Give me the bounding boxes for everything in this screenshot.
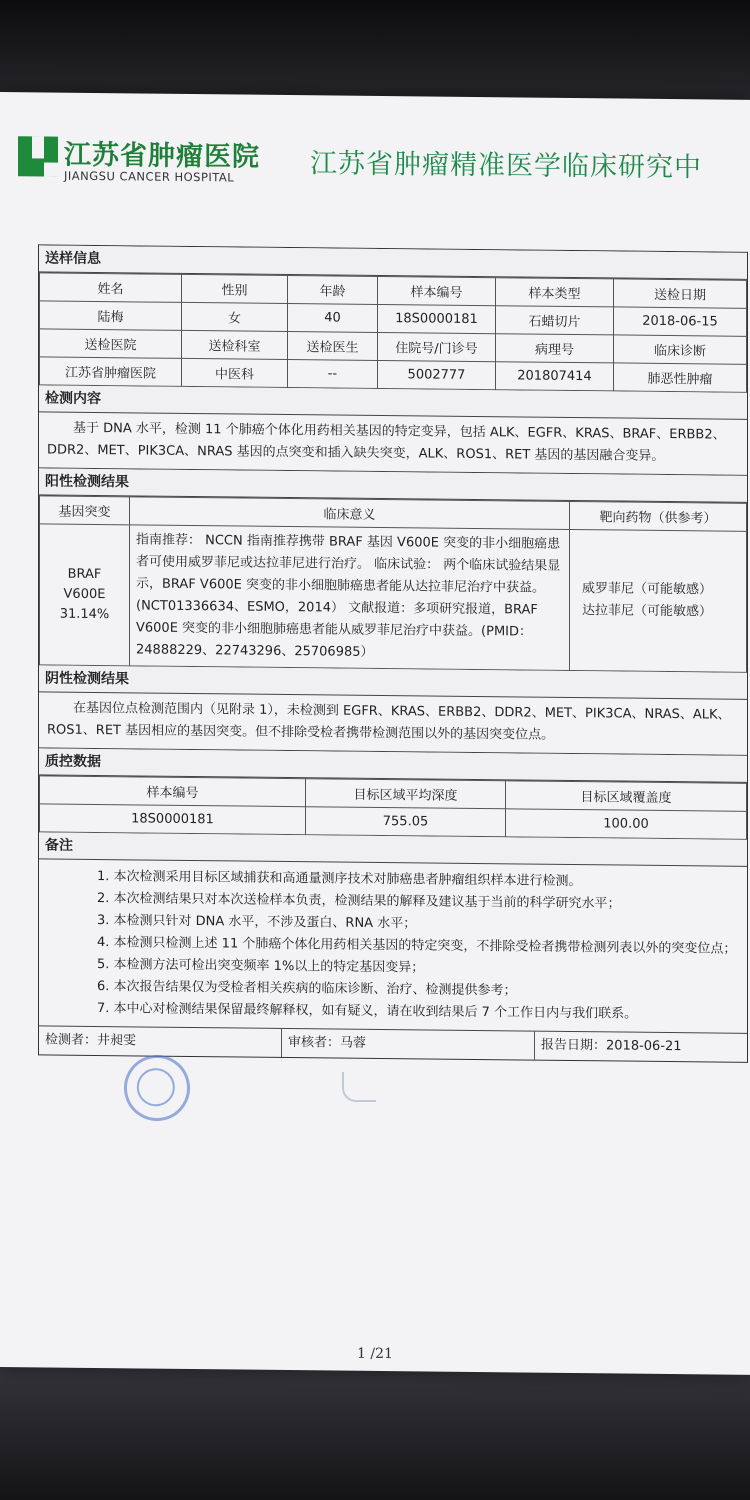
table-cell: 年龄 bbox=[288, 276, 378, 305]
table-cell: 样本类型 bbox=[496, 278, 614, 307]
table-cell: 住院号/门诊号 bbox=[378, 332, 496, 361]
table-cell: 40 bbox=[288, 304, 378, 333]
table-cell: 755.05 bbox=[306, 807, 506, 837]
table-cell: 姓名 bbox=[40, 273, 182, 302]
handwritten-signature bbox=[342, 1072, 376, 1102]
table-cell: 2018-06-15 bbox=[614, 307, 747, 336]
table-cell: 基因突变 bbox=[40, 496, 130, 525]
positive-result-row bbox=[40, 524, 747, 672]
table-cell: 5002777 bbox=[378, 360, 496, 389]
section-title-test-content: 检测内容 bbox=[39, 385, 747, 419]
table-cell: 靶向药物（供参考） bbox=[570, 501, 747, 531]
table-cell: 目标区域平均深度 bbox=[306, 779, 506, 809]
table-cell: 中医科 bbox=[182, 358, 288, 387]
report-paper bbox=[0, 92, 750, 1375]
table-cell: 100.00 bbox=[506, 809, 747, 840]
positive-result-table bbox=[39, 495, 747, 672]
page-number: 1 /21 bbox=[357, 1345, 393, 1363]
test-content-body: 基于 DNA 水平，检测 11 个肺癌个体化用药相关基因的特定变异，包括 ALK、EGFR、KRAS、BRAF、ERBB2、DDR2、MET、PIK3CA、NRAS 基因的点突变和插入缺失突变，ALK、ROS1、RET 基因的基因融合变异。 bbox=[47, 420, 726, 464]
section-title-notes: 备注 bbox=[39, 832, 747, 866]
target-drug: 达拉菲尼（可能敏感） bbox=[582, 603, 713, 620]
table-cell: 送检医生 bbox=[288, 332, 378, 361]
gene-frequency: 31.14% bbox=[59, 606, 110, 623]
target-drug-cell bbox=[570, 529, 747, 672]
hospital-name-cn: 江苏省肿瘤医院 bbox=[64, 139, 260, 173]
table-cell: 送检科室 bbox=[182, 330, 288, 359]
table-cell: 陆梅 bbox=[40, 301, 182, 330]
section-title-qc: 质控数据 bbox=[39, 748, 747, 782]
report-date-field: 报告日期：2018-06-21 bbox=[541, 1037, 682, 1055]
table-cell: 样本编号 bbox=[40, 776, 306, 807]
test-content-text bbox=[39, 412, 747, 475]
target-drug: 威罗菲尼（可能敏感） bbox=[582, 581, 713, 598]
table-cell: 目标区域覆盖度 bbox=[506, 781, 747, 812]
table-cell: 样本编号 bbox=[378, 276, 496, 305]
table-cell: 临床诊断 bbox=[614, 335, 747, 364]
gene-variant: V600E bbox=[63, 586, 106, 603]
note-item: 7. 本中心对检测结果保留最终解释权，如有疑义，请在收到结果后 7 个工作日内与我们联系。 bbox=[97, 1001, 638, 1022]
gene-name: BRAF bbox=[67, 566, 102, 583]
sample-info-table bbox=[39, 272, 747, 392]
table-cell: 石蜡切片 bbox=[496, 306, 614, 335]
hospital-name-en: JIANGSU CANCER HOSPITAL bbox=[64, 168, 235, 185]
gene-mutation-cell bbox=[40, 524, 130, 666]
section-title-negative: 阴性检测结果 bbox=[39, 665, 747, 699]
note-item: 4. 本检测只检测上述 11 个肺癌个体化用药相关基因的特定突变，不排除受检者携带检测列表以外的突变位点； bbox=[97, 935, 737, 957]
report-table bbox=[38, 244, 748, 1062]
report-header bbox=[18, 132, 750, 200]
tester-field: 检测者：井昶雯 bbox=[39, 1026, 282, 1057]
table-cell: 女 bbox=[182, 302, 288, 331]
table-cell: 临床意义 bbox=[130, 497, 570, 530]
table-cell: 18S0000181 bbox=[378, 304, 496, 333]
note-item: 2. 本次检测结果只对本次送检样本负责，检测结果的解释及建议基于当前的科学研究水平； bbox=[97, 891, 621, 912]
section-title-positive: 阳性检测结果 bbox=[39, 468, 747, 502]
table-cell: 201807414 bbox=[496, 362, 614, 391]
note-item: 6. 本次报告结果仅为受检者相关疾病的临床诊断、治疗、检测提供参考； bbox=[97, 979, 517, 999]
note-item: 5. 本检测方法可检出突变频率 1%以上的特定基因变异； bbox=[97, 957, 425, 976]
reviewer-field: 审核者：马蓉 bbox=[282, 1029, 535, 1060]
table-cell: 送检日期 bbox=[614, 279, 747, 308]
table-cell: 江苏省肿瘤医院 bbox=[40, 357, 182, 386]
hospital-logo-icon bbox=[18, 136, 58, 176]
negative-result-body: 在基因位点检测范围内（见附录 1），未检测到 EGFR、KRAS、ERBB2、DDR2、MET、PIK3CA、NRAS、ALK、ROS1、RET 基因相应的基因突变。但不排除受检者携带检测范围以外的基因突变位点。 bbox=[47, 700, 731, 743]
center-title: 江苏省肿瘤精准医学临床研究中 bbox=[310, 148, 702, 184]
notes-list bbox=[39, 859, 747, 1033]
clinical-meaning-cell: 指南推荐： NCCN 指南推荐携带 BRAF 基因 V600E 突变的非小细胞癌患者可使用威罗菲尼或达拉菲尼进行治疗。 临床试验： 两个临床试验结果显示，BRAF V600E 突变的非小细胞肺癌患者能从达拉菲尼治疗中获益。(NCT01336634、ESMO，2014） 文献报道：多项研究报道，BRAF V600E 突变的非小细胞肺癌患者能从威罗菲尼治疗中获益。(PMID：24888229、22743296、25706985） bbox=[130, 525, 570, 671]
note-item: 3. 本检测只针对 DNA 水平，不涉及蛋白、RNA 水平； bbox=[97, 913, 417, 932]
table-cell: 肺恶性肿瘤 bbox=[614, 363, 747, 392]
table-cell: 18S0000181 bbox=[40, 804, 306, 835]
table-cell: 性别 bbox=[182, 274, 288, 303]
table-cell: 送检医院 bbox=[40, 329, 182, 358]
qc-table bbox=[39, 775, 747, 839]
table-cell: 病理号 bbox=[496, 334, 614, 363]
negative-result-text bbox=[39, 692, 747, 755]
section-title-sample-info: 送样信息 bbox=[39, 245, 747, 279]
note-item: 1. 本次检测采用目标区域捕获和高通量测序技术对肺癌患者肿瘤组织样本进行检测。 bbox=[97, 869, 582, 890]
table-cell: -- bbox=[288, 360, 378, 389]
hospital-logo bbox=[18, 132, 293, 195]
